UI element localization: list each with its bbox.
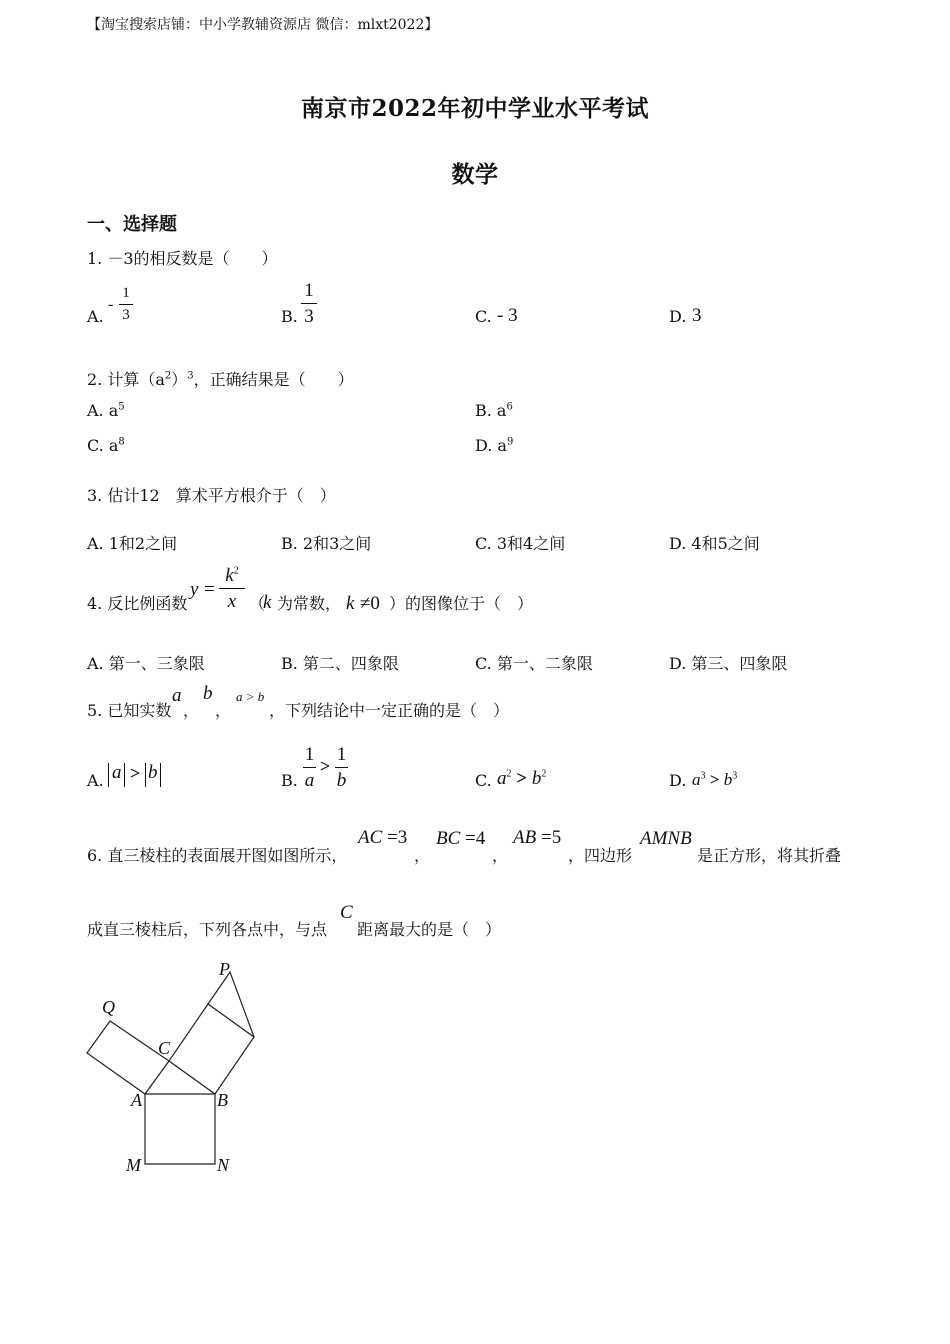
q4-fraction xyxy=(219,566,245,611)
abs-bar xyxy=(145,763,146,787)
q1-option-a-sign: - xyxy=(108,296,114,313)
q6-ab-value: =5 xyxy=(541,827,562,848)
q6-line2-post: 距离最大的是（ ） xyxy=(357,920,502,939)
q5-comma1: ， xyxy=(183,701,200,720)
q1-option-a-fraction xyxy=(119,286,133,323)
header-note: 【淘宝搜索店铺：中小学教辅资源店 微信：mlxt2022】 xyxy=(87,17,439,33)
q2-stem-mid: ） xyxy=(171,370,188,389)
q4-k1: k xyxy=(263,592,272,613)
q6-ac: AC xyxy=(358,827,383,848)
q5-option-a-a: a xyxy=(112,762,122,783)
q6-ac-value: =3 xyxy=(387,827,408,848)
denominator: x xyxy=(227,591,237,612)
denominator: 3 xyxy=(122,307,130,323)
prism-net-figure xyxy=(80,955,280,1180)
q3-stem: 3. 估计12 算术平方根介于（ ） xyxy=(87,486,336,505)
q3-option-c: C. 3和4之间 xyxy=(475,534,566,553)
q6-ab: AB xyxy=(513,827,537,848)
q1-option-c-label: C. xyxy=(475,307,492,326)
exponent: 2 xyxy=(541,768,547,780)
q6-point-c: C xyxy=(340,902,353,923)
base-b: b xyxy=(723,770,733,789)
rect-bc xyxy=(169,1004,254,1094)
gt: > xyxy=(709,770,720,789)
abs-bar xyxy=(124,763,125,787)
q6-line2-pre: 成直三棱柱后，下列各点中，与点 xyxy=(87,920,328,939)
base-a: a xyxy=(497,768,507,789)
fraction-bar xyxy=(119,304,133,305)
exponent: 2 xyxy=(233,565,239,577)
q4-neq: ≠0 xyxy=(360,593,380,614)
q5-option-b-fraction2 xyxy=(335,745,348,790)
q5-option-a-b: b xyxy=(148,762,158,783)
q5-condition: a > b xyxy=(236,689,265,704)
q3-option-b: B. 2和3之间 xyxy=(281,534,372,553)
q6-amnb: AMNB xyxy=(640,828,692,849)
gt: > xyxy=(516,768,528,789)
base-a: a xyxy=(692,770,701,789)
q1-stem: 1. －3的相反数是（ ） xyxy=(87,249,278,268)
q4-option-c: C. 第一、二象限 xyxy=(475,654,593,673)
denominator: b xyxy=(336,770,347,791)
q2-stem-exp1: 2 xyxy=(164,370,172,382)
label-m: M xyxy=(126,1155,141,1175)
fraction-bar xyxy=(335,767,348,768)
label-n: N xyxy=(217,1155,230,1175)
denominator: 3 xyxy=(304,306,314,327)
numerator: 1 xyxy=(304,280,314,301)
q4-stem-post: ）的图像位于（ ） xyxy=(389,594,534,613)
q6-line1-pre: 6. 直三棱柱的表面展开图如图所示， xyxy=(87,846,348,865)
q5-option-a-gt: > xyxy=(130,763,141,783)
q4-option-a: A. 第一、三象限 xyxy=(87,654,205,673)
q5-stem-pre: 5. 已知实数 xyxy=(87,701,172,720)
q5-option-b-fraction1 xyxy=(303,745,316,790)
abs-bar xyxy=(160,763,161,787)
q5-option-a-label: A. xyxy=(87,771,104,790)
q4-k2: k xyxy=(346,593,355,614)
label-b: B xyxy=(217,1090,228,1110)
fraction-bar xyxy=(303,767,316,768)
q1-option-a-label: A. xyxy=(87,307,104,326)
square-amnb xyxy=(145,1094,215,1164)
exponent: 8 xyxy=(118,436,125,448)
label: D. a xyxy=(475,436,507,455)
fraction-bar xyxy=(219,588,245,589)
label-p: P xyxy=(219,959,230,979)
q6-bc-value: =4 xyxy=(465,828,486,849)
label: C. a xyxy=(87,436,119,455)
q4-y: y xyxy=(190,579,199,600)
numerator xyxy=(219,566,245,585)
q5-option-d-expr xyxy=(692,770,737,790)
q4-option-d: D. 第三、四象限 xyxy=(669,654,788,673)
numerator: 1 xyxy=(122,285,130,301)
q5-var-a: a xyxy=(172,685,182,706)
q4-option-b: B. 第二、四象限 xyxy=(281,654,399,673)
fraction-bar xyxy=(301,303,317,304)
q5-option-c-label: C. xyxy=(475,771,492,790)
numerator: 1 xyxy=(304,744,315,765)
q5-option-d-label: D. xyxy=(669,771,687,790)
q2-stem xyxy=(87,367,354,390)
q4-stem-pre: 4. 反比例函数 xyxy=(87,594,188,613)
q1-option-b-fraction xyxy=(301,281,317,326)
label: B. a xyxy=(475,401,507,420)
exponent: 3 xyxy=(700,770,706,782)
denominator: a xyxy=(304,770,315,791)
q2-stem-pre: 2. 计算（a xyxy=(87,370,165,389)
exponent: 2 xyxy=(506,768,512,780)
q6-sep3: ，四边形 xyxy=(568,846,633,865)
q5-var-b: b xyxy=(203,683,213,704)
exponent: 3 xyxy=(732,770,738,782)
exponent: 6 xyxy=(506,401,513,413)
q6-line1-post: 是正方形，将其折叠 xyxy=(697,846,842,865)
q1-option-c-value: - 3 xyxy=(497,305,518,326)
q2-stem-post: ，正确结果是（ ） xyxy=(193,370,354,389)
q2-option-a xyxy=(87,401,125,420)
q2-option-d xyxy=(475,436,513,455)
rect-ac xyxy=(87,1021,169,1094)
q5-stem-post: ，下列结论中一定正确的是（ ） xyxy=(269,701,510,720)
label-a: A xyxy=(131,1090,142,1110)
q1-option-d-label: D. xyxy=(669,307,687,326)
q2-option-b xyxy=(475,401,513,420)
label-q: Q xyxy=(102,997,115,1017)
q5-option-b-label: B. xyxy=(281,771,298,790)
q6-sep1: ， xyxy=(414,846,431,865)
abs-bar xyxy=(108,763,109,787)
q3-option-d: D. 4和5之间 xyxy=(669,534,760,553)
q5-option-b-gt: > xyxy=(320,756,331,776)
label: A. a xyxy=(87,401,119,420)
q2-option-c xyxy=(87,436,125,455)
label-c: C xyxy=(158,1038,171,1058)
base-b: b xyxy=(531,768,542,789)
q5-comma2: ， xyxy=(215,701,232,720)
q6-sep2: ， xyxy=(492,846,509,865)
numerator: 1 xyxy=(336,744,347,765)
exam-title: 南京市2022年初中学业水平考试 xyxy=(300,95,649,122)
k: k xyxy=(225,565,234,586)
q2-stem-exp2: 3 xyxy=(187,370,194,382)
q5-option-c-expr xyxy=(497,768,546,790)
q4-paren-open: （ xyxy=(249,594,266,613)
q4-equals: = xyxy=(204,579,215,600)
q3-option-a: A. 1和2之间 xyxy=(87,534,178,553)
q4-const-text: 为常数， xyxy=(277,594,342,613)
q1-option-d-value: 3 xyxy=(692,305,702,326)
exponent: 9 xyxy=(506,436,514,448)
q6-bc: BC xyxy=(436,828,461,849)
triangle-top xyxy=(208,972,254,1037)
q1-option-b-label: B. xyxy=(281,307,298,326)
exponent: 5 xyxy=(118,401,125,413)
subject-title: 数学 xyxy=(451,161,499,188)
section-title: 一、选择题 xyxy=(87,214,177,235)
